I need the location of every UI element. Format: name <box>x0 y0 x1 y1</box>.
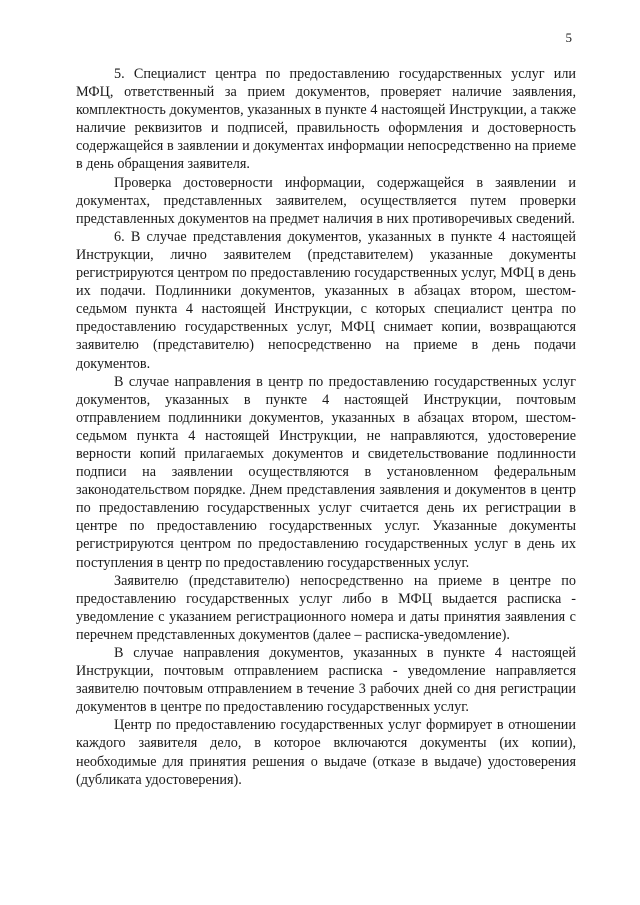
paragraph-6: В случае направления документов, указанных в пункте 4 настоящей Инструкции, почтовым отправлением расписка - уведомление направляется заявителю почтовым отправлением в течение 3 рабочих дней со дня регистрации документов в центре по предоставлению государственных услуг. <box>76 645 576 716</box>
paragraph-1: 5. Специалист центра по предоставлению государственных услуг или МФЦ, ответственный за прием документов, проверяет наличие заявления, комплектность документов, указанных в пункте 4 настоящей Инструкции, а также наличие реквизитов и подписей, правильность оформления и достоверность содержащейся в заявлении и документах информации непосредственно на приеме в день обращения заявителя. <box>76 66 576 173</box>
paragraph-7: Центр по предоставлению государственных услуг формирует в отношении каждого заявителя дело, в которое включаются документы (их копии), необходимые для принятия решения о выдаче (отказе в выдаче) удостоверения (дубликата удостоверения). <box>76 717 576 788</box>
page-number: 5 <box>565 30 572 45</box>
paragraph-3: 6. В случае представления документов, указанных в пункте 4 настоящей Инструкции, лично заявителем (представителем) указанные документы регистрируются центром по предоставлению государственных услуг, МФЦ в день их подачи. Подлинники документов, указанных в абзацах втором, шестом-седьмом пункта 4 настоящей Инструкции, с которых специалист центра по предоставлению государственных услуг, МФЦ снимает копии, возвращаются заявителю (представителю) непосредственно на приеме в день подачи документов. <box>76 228 576 372</box>
paragraph-4: В случае направления в центр по предоставлению государственных услуг документов, указанных в пункте 4 настоящей Инструкции, почтовым отправлением подлинники документов, указанных в абзацах втором, шестом-седьмом пункта 4 настоящей Инструкции, не направляются, удостоверение верности копий прилагаемых документов и свидетельствование подлинности подписи на заявлении осуществляются в установленном федеральным законодательством порядке. Днем представления заявления и документов в центр по предоставлению государственных услуг считается день их регистрации в центре по предоставлению государственных услуг. Указанные документы регистрируются центром по предоставлению государственных услуг в день их поступления в центр по предоставлению государственных услуг. <box>76 373 576 571</box>
paragraph-5: Заявителю (представителю) непосредственно на приеме в центре по предоставлению государственных услуг либо в МФЦ выдается расписка - уведомление с указанием регистрационного номера и даты принятия заявления с перечнем представленных документов (далее – расписка-уведомление). <box>76 572 576 643</box>
paragraph-2: Проверка достоверности информации, содержащейся в заявлении и документах, представленных заявителем, осуществляется путем проверки представленных документов на предмет наличия в них противоречивых сведений. <box>76 174 576 227</box>
document-body <box>76 65 576 789</box>
